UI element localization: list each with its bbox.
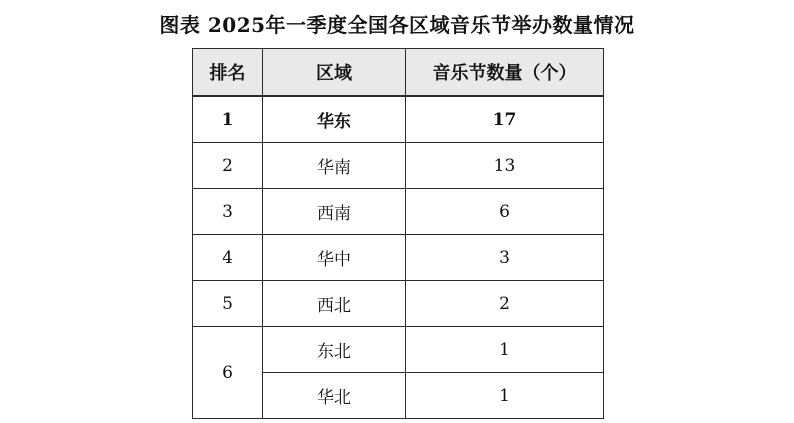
count-cell: 13	[406, 143, 604, 189]
region-cell: 华东	[263, 96, 406, 143]
header-count: 音乐节数量（个）	[406, 49, 604, 97]
count-cell: 17	[406, 96, 604, 143]
table-row	[193, 189, 604, 235]
count-cell: 6	[406, 189, 604, 235]
rank-cell: 2	[193, 143, 263, 189]
rank-cell: 5	[193, 281, 263, 327]
page-title: 图表 2025年一季度全国各区域音乐节举办数量情况	[159, 13, 635, 37]
rank-cell: 1	[193, 96, 263, 143]
header-rank: 排名	[193, 49, 263, 97]
region-cell: 西北	[263, 281, 406, 327]
region-cell: 华南	[263, 143, 406, 189]
table-row	[193, 235, 604, 281]
header-region: 区域	[263, 49, 406, 97]
count-cell: 3	[406, 235, 604, 281]
region-cell: 东北	[263, 327, 406, 373]
count-cell: 2	[406, 281, 604, 327]
festival-count-table	[192, 48, 604, 419]
table-row	[193, 327, 604, 373]
region-cell: 西南	[263, 189, 406, 235]
table-row	[193, 281, 604, 327]
rank-cell: 3	[193, 189, 263, 235]
region-cell: 华北	[263, 373, 406, 419]
table-row	[193, 96, 604, 143]
table-row	[193, 143, 604, 189]
table-header-row	[193, 49, 604, 97]
count-cell: 1	[406, 373, 604, 419]
rank-cell: 6	[193, 327, 263, 419]
region-cell: 华中	[263, 235, 406, 281]
rank-cell: 4	[193, 235, 263, 281]
count-cell: 1	[406, 327, 604, 373]
